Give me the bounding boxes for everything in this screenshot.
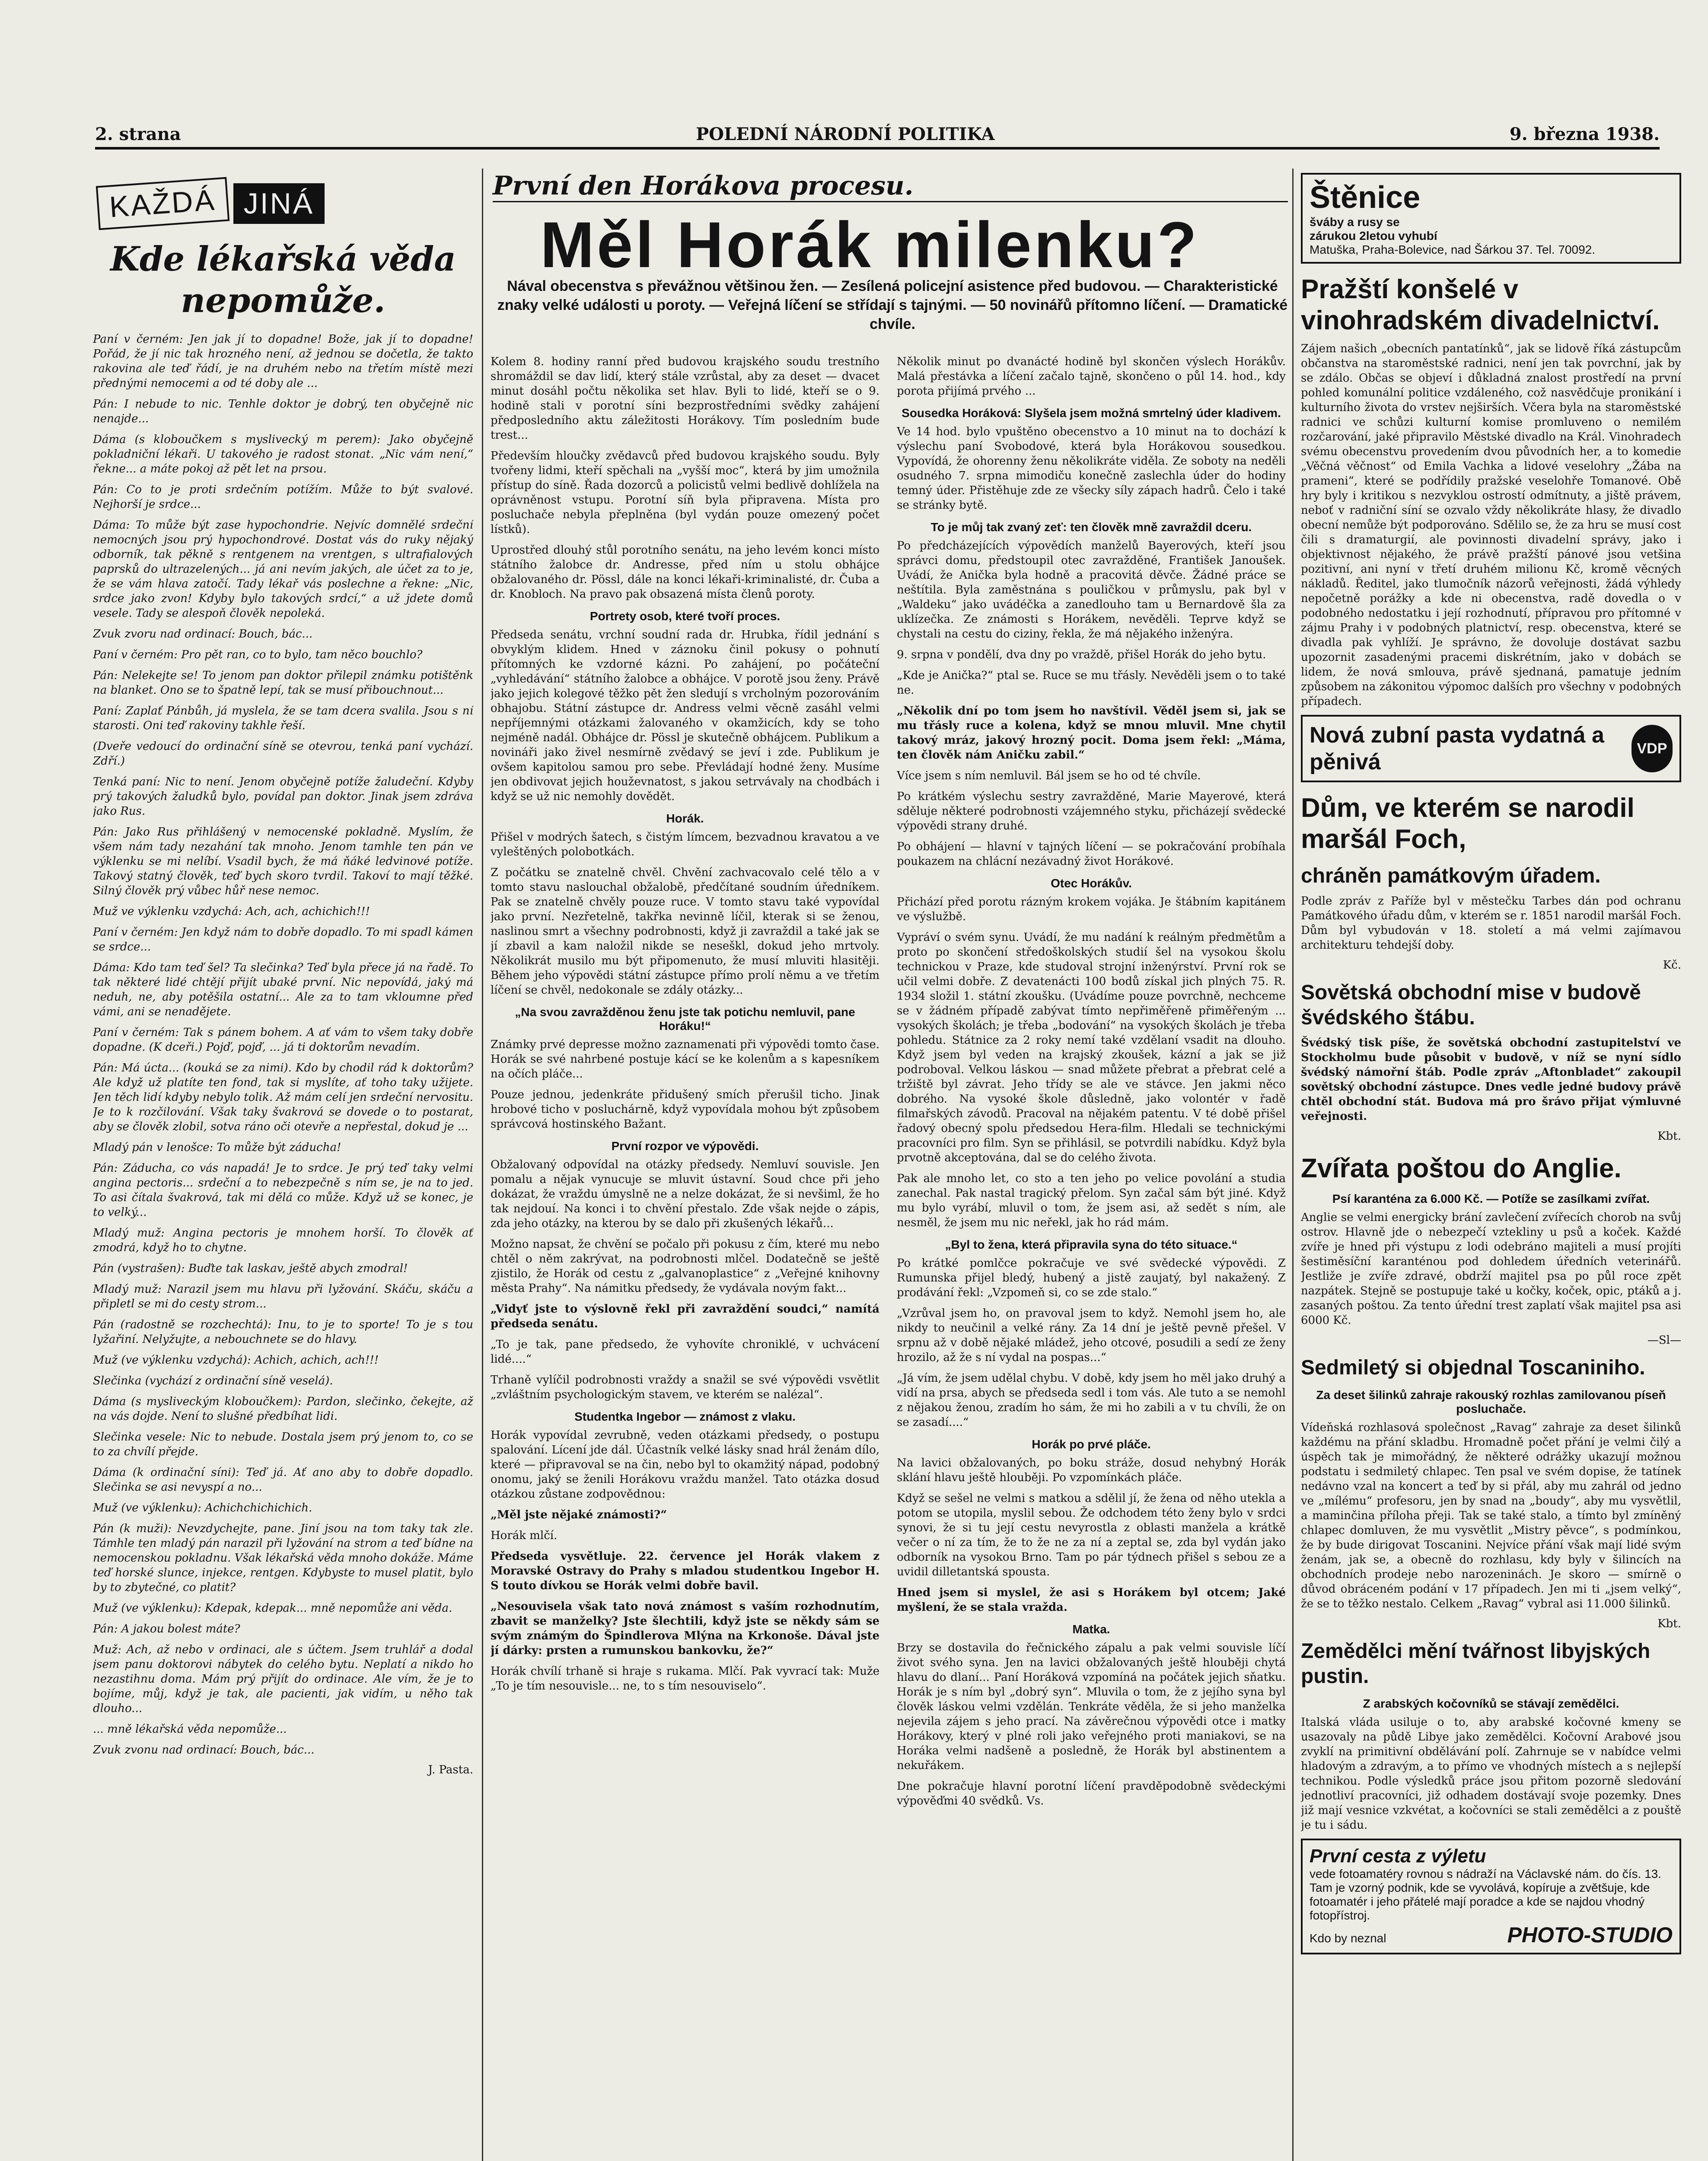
- subheading: Portrety osob, které tvoří proces.: [590, 609, 781, 623]
- paragraph: Po obhájení — hlavní v tajných líčení — se pokračování probíhala poukazem na chlácní nezávadný život Horákové.: [897, 840, 1286, 868]
- paragraph: Uprostřed dlouhý stůl porotního senátu, na jeho levém konci místo státního žalobce dr. Andresse, před ním u stolu obhájce obžalovaného dr. Pössl, dále na konci lékaři-kriminalisté, dr. Čuba a dr. Knobloch. Na pravo pak obsazená místa členů poroty.: [491, 544, 879, 601]
- paragraph: Dne pokračuje hlavní porotní líčení pravděpodobně svědeckými výpověďmi 40 svědků. Vs.: [897, 1780, 1286, 1807]
- quote: „Na svou zavražděnou ženu jste tak potichu nemluvil, pane Horáku!“: [515, 1005, 855, 1033]
- signature: —Sl—: [1647, 1334, 1681, 1347]
- article-subtitle: chráněn památkovým úřadem.: [1301, 864, 1601, 887]
- paragraph: Více jsem s ním nemluvil. Bál jsem se ho od té chvíle.: [897, 769, 1201, 782]
- paragraph: Ve 14 hod. bylo vpuštěno obecenstvo a 10 minut na to dochází k výslechu paní Svobodové, která byla Horákovou sousedkou. Vypovídá, že ohorenny ženu několikráte viděla. Ze soboty na neděli osudného 7. srpna mimodiču konečně zaslechla úder do hodiny temný úder. Přistěhuje zde ze všecky síly zápach hadrů. Čelo i také se stránky bytě.: [897, 425, 1286, 512]
- paragraph: Trhaně vylíčil podrobnosti vraždy a snažil se své výpovědi vsvětlit „zvláštním psychologickým stavem, ve kterém se nalézal“.: [491, 1374, 879, 1401]
- paragraph: Předseda vysvětluje. 22. července jel Horák vlakem z Moravské Ostravy do Prahy s mladou studentkou Ingebor H. S touto dívkou se Horák velmi dobře bavil.: [491, 1550, 879, 1592]
- advert-stenice: [1301, 173, 1681, 264]
- paragraph: „Vzrůval jsem ho, on pravoval jsem to když. Nemohl jsem ho, ale nikdy to neučinil a velké rány. Za 14 dní je ještě pevně přešel. V srpnu až v době nějaké mládež, jeho otcové, posudili a sedí ze ženy hrozilo, až že s ní vydal na pospas...“: [897, 1307, 1286, 1364]
- paragraph: (Dveře vedoucí do ordinační síně se otevrou, tenká paní vychází. Zdří.): [93, 740, 473, 768]
- page-number: 2. strana: [95, 124, 181, 144]
- paragraph: Kolem 8. hodiny ranní před budovou krajského soudu trestního shromáždil se dav lidí, který stále vzrůstal, aby za deset — dvacet minut dosáhl počtu několika set hlav. Byli to lidé, kteří se o 9. hodině stali v porotní síni bezprostředními svědky zahájení předposledního aktu záležitosti Horákovy. Tím posledním bude trest...: [491, 355, 879, 442]
- article-title: Pražští konšelé v vinohradském divadelnictví.: [1301, 274, 1660, 335]
- paragraph: Muž (ve výklenku vzdychá): Achich, achich, ach!!!: [93, 1354, 379, 1367]
- advert-line: Matuška, Praha-Bolevice, nad Šárkou 37. Tel. 70092.: [1310, 243, 1595, 256]
- advert-photo-studio: [1301, 1839, 1681, 1954]
- paragraph: Pouze jednou, jedenkráte přidušený smích přerušil ticho. Jinak hrobové ticho v posluchárně, když vypovídala mohou být způsobem správcová hostinského Bažant.: [491, 1088, 879, 1131]
- paragraph: Mladý muž: Narazil jsem mu hlavu při lyžování. Skáču, skáču a připletl se mi do cesty strom...: [93, 1283, 473, 1310]
- quote: „Vidyť jste to výslovně řekl při zavraždění soudci,“ namítá předseda senátu.: [491, 1303, 879, 1330]
- advert-line: zárukou 2letou vyhubí: [1310, 229, 1437, 242]
- paragraph: ... mně lékařská věda nepomůže...: [93, 1723, 287, 1736]
- paragraph: Muž (ve výklenku): Achichchichichich.: [93, 1501, 312, 1514]
- paragraph: Po předcházejících výpovědích manželů Bayerových, kteří jsou správci domu, předstoupil otec zavražděné, František Janoušek. Uvádí, že Anička byla hodně a pracovitá děvče. Žádné práce se neštítila. Byla zaměstnána s pouličkou v průmyslu, pak byl v „Waldeku“ jako uvádéčka a zanedlouho tam u Bernardově šla za uklízečka. Ze známosti s Horákem, nevěděli. Teprve když se chystali na cestu do ciziny, řekla, že má nějakého inženýra.: [897, 539, 1286, 641]
- author-signature: J. Pasta.: [428, 1763, 473, 1776]
- article-title: Kde lékařská věda nepomůže.: [110, 239, 456, 320]
- paragraph: Pak ale mnoho let, co sto a ten jeho po velice povolání a studia zanechal. Pak nastal tragický přelom. Syn začal sám být jiné. Když mu bylo vyrábí, mluvil o tom, že jsem asi, až sedět s ním, ale nesměl, že jsem mu nic neřekl, jak ho rád mám.: [897, 1172, 1286, 1229]
- kazda-label: KAŽDÁ: [96, 177, 229, 230]
- paragraph: Pán: Záducha, co vás napadá! Je to srdce. Je prý teď taky velmi angina pectoris... srdeční a to nebezpečně s ním se, je na to jed. To asi čítala švakrová, tak mi dělá co může. Když už se konec, je to velký...: [93, 1162, 473, 1219]
- signature: Kbt.: [1657, 1617, 1681, 1630]
- column-news: [1301, 169, 1681, 2161]
- quote: Hned jsem si myslel, že asi s Horákem byl otcem; Jaké myšlení, že se stala vražda.: [897, 1586, 1286, 1614]
- paragraph: Známky prvé depresse možno zaznamenati při výpovědi tomto čase. Horák se své nahrbené postuje kácí se ke kolenům a s kapesníkem na očích pláče...: [491, 1038, 879, 1080]
- paragraph: Zájem našich „obecních pantatínků“, jak se lidově říká zástupcům občanstva na staroměstské radnici, není jen tak povrchní, jak by se zdálo. Občas se objeví i důkladná znalost prostředí na první pohled komunální politice vzdáleného, což nasvědčuje pronikání i kulturního života do vrstev nejširších. Včera byla na staroměstské radnici ve schůzi kulturní komise promluveno o nemilém rozčarování, jaké připravilo Městské divadlo na Král. Vinohradech svému obecenstvu provedením dvou původních her, a to komedie „Věčná věčnost“ od Emila Vachka a lidové veselohry „Žába na prameni“, které se podřídily pražské veselohře Tomanové. Obě hry byly i kritikou s nezvyklou ostrostí odmítnuty, a jiště právem, neboť v radniční síní se ozvalo vždy několikráte hlasy, že divadlo obecní nemůže být podporováno. Sdělilo se, že za hru se musí cost čili s dramaturgií, ale povinnosti divadelní správy, jako i objektivnost nějakého, že právě pražští pánové jsou vetšina pozitivní, ani nyní v třetí druhém milionu Kč, kromě věcných nákladů. Ředitel, jako tlumočník názorů veřejnosti, žádá výhledy nepočetně porážky a kde ni obecenstva, radě dovedla o v podobného nedostatku i její rozhodnutí, přípravou pro přítomné v zájmu Prahy i v podobných platnictví, resp. obecenstva, které se divadla pak vyhlíží. Je správno, že dovoluje dostávat sazbu upozornit zasadenými pracemi diskrétním, jako v dobách se lidem, že nová smlouva, právě sjednaná, pamatuje jedním způsobem na zákonitou výpomoc dalších pro všechny v podobných případech.: [1301, 342, 1681, 708]
- subheading: Studentka Ingebor — známost z vlaku.: [574, 1410, 796, 1423]
- paragraph: Pán (vystrašen): Buďte tak laskav, ještě abych zmodral!: [93, 1262, 408, 1275]
- advert-headline: Štěnice: [1310, 180, 1421, 215]
- paragraph: Podle zpráv z Paříže byl v městečku Tarbes dán pod ochranu Památkového úřadu dům, v kterém se r. 1851 narodil maršál Foch. Dům byl vybudován v 18. století a má velmi zajímavou architekturu tehdejší doby.: [1301, 895, 1681, 952]
- column-kazda-jina: [93, 169, 473, 2161]
- article-subtitle: Z arabských kočovníků se stávají zemědělci.: [1363, 1697, 1619, 1710]
- advert-headline: První cesta z výletu: [1310, 1845, 1486, 1867]
- advert-line: Kdo by neznal: [1310, 1932, 1386, 1945]
- quote: „Nesouvisela však tato nová známost s vaším rozhodnutím, zbavit se manželky? Jste šlechtili, když jste se někdy sám se svým známým do Špindlerova Mlýna na Krkonoše. Dával jste jí dárky: prsten a rumunskou bankovku, že?“: [491, 1600, 879, 1657]
- paragraph: Možno napsat, že chvění se počalo při pokusu z čím, které mu nebo chtěl o něm zakrývat, na podrobnosti mlčel. Dodatečně se ještě zjistilo, že Horák od cestu z „galvanoplastice“ z „Veřejné knihovny města Prahy“. Na námitku předsedy, že vydávala novým fakt...: [491, 1238, 879, 1295]
- article-title: Sovětská obchodní mise v budově švédského štábu.: [1301, 981, 1641, 1029]
- paragraph: Paní v černém: Pro pět ran, co to bylo, tam něco bouchlo?: [93, 648, 423, 661]
- paragraph: Dáma (s mysliveckým kloboučkem): Pardon, slečinko, čekejte, až na vás dojde. Není to slušné předbíhat lidi.: [93, 1395, 473, 1423]
- paragraph: Brzy se dostavila do řečnického zápalu a pak velmi souvisle líčí život svého syna. Jen na lavici obžalovaných ještě hlouběji chytá hlavu do dlaní... Paní Horáková vzpomíná na počátek jejich sňatku. Horák je s ním byl „dobrý syn“. Mluvila o tom, že z jejího syna byl člověk láskou velmi vzdělán. Tenkráte věděla, že si jeho manželka nejevila zájem s jeho prací. Na závěrečnou výpovědi otce i matky Horákovy, který v plné roli jako veřejného proti maniakovi, se na Horáka velmi nadšeně a posledně, že Horák byl abstinentem a nekuřákem.: [897, 1641, 1286, 1772]
- subheading: Horák po prvé pláče.: [1032, 1437, 1151, 1451]
- column-divider: [482, 169, 483, 2161]
- paragraph: Pán: A jakou bolest máte?: [93, 1622, 240, 1635]
- paragraph: Muž: Ach, až nebo v ordinaci, ale s účtem. Jsem truhlář a dodal jsem panu doktorovi nábytek do celého bytu. Neplatí a nikdo ho nezastihnu doma. Mám prý přijít do ordinace. Ale vím, že je to bojíme, můj, když je tak, ale pacienti, jak vidím, u něho tak dlouho...: [93, 1643, 473, 1715]
- paragraph: Paní: Zaplať Pánbůh, já myslela, že se tam dcera svalila. Jsou s ní starosti. Oni teď rakoviny takhle řeší.: [93, 704, 473, 732]
- signature: Kbt.: [1657, 1130, 1681, 1143]
- advert-toothpaste: [1301, 715, 1681, 782]
- paragraph: „Kde je Anička?“ ptal se. Ruce se mu třásly. Nevěděli jsem o to také ne.: [897, 669, 1286, 697]
- paragraph: „To je tak, pane předsedo, že vyhovíte chroniklé, v uchvácení lidé....“: [491, 1338, 879, 1366]
- advert-headline: Nová zubní pasta vydatná a pěnivá: [1310, 723, 1604, 775]
- paragraph: Pán: I nebude to nic. Tenhle doktor je dobrý, ten obyčejně nic nenajde...: [93, 398, 473, 425]
- paragraph: Horák vypovídal zevrubně, veden otázkami předsedy, o postupu spalování. Lícení jde dál. Účastník velké lásky snad hrál ženám dílo, které — připravoval se na čin, nebo byl to okamžitý nápad, podobný onomu, jaký se ženili Horákovu vraždu manžel. Tato otázka dosud otázkou zůstane zodpovědnou:: [491, 1429, 879, 1501]
- paragraph: Pán: Nelekejte se! To jenom pan doktor přilepil známku potištěnk na blanket. Ono se to špatně lepí, tak se musí přibouchnout...: [93, 669, 473, 697]
- article-body: [491, 354, 1294, 2161]
- subheading: Sousedka Horáková: Slyšela jsem možná smrtelný úder kladivem.: [902, 406, 1281, 420]
- article-headline: Měl Horák milenku?: [540, 208, 1200, 281]
- paragraph: Mladý pán v lenošce: To může být záducha!: [93, 1141, 341, 1154]
- page-header: [95, 121, 1660, 150]
- article-deck: Nával obecenstva s převážnou většinou žen. — Zesílená policejní asistence před budovou. — Charakteristické znaky velké události u poroty. — Veřejná líčení se střídají s tajnými. — 50 novinářů přítomno líčení. — Dramatické chvíle.: [497, 278, 1288, 332]
- paragraph: Zvuk zvonu nad ordinací: Bouch, bác...: [93, 1743, 315, 1756]
- article-title: Dům, ve kterém se narodil maršál Foch,: [1301, 793, 1635, 854]
- vdp-logo-icon: VDP: [1632, 725, 1673, 772]
- paragraph: Slečinka (vychází z ordinační síně veselá).: [93, 1374, 333, 1387]
- issue-date: 9. března 1938.: [1509, 124, 1660, 144]
- paragraph: Dáma: Kdo tam teď šel? Ta slečinka? Teď byla přece já na řadě. To tak některé lidé chtějí přijít ubaké první. Nic nepovídá, jaký má neduh, ne, aby potěšila ostatní... Ale za to tam vkloumne před vámi, ani se nenadějete.: [93, 961, 473, 1018]
- paragraph: Několik minut po dvanácté hodině byl skončen výslech Horákův. Malá přestávka a líčení začalo tajně, skončeno o půl 14. hod., kdy porota přijímá prvého ...: [897, 355, 1286, 398]
- quote: „Několik dní po tom jsem ho navštívil. Věděl jsem si, jak se mu třásly ruce a kolena, když se mnou mluvil. Mne chytil takový mráz, jakový hrozný pocit. Doma jsem řekl: „Máma, ten člověk nám Aničku zabil.“: [897, 704, 1286, 762]
- paragraph: Po krátkém výslechu sestry zavražděné, Marie Mayerové, která sděluje některé podrobnosti vzájemného styku, přicházejí svědecké výpovědi strany druhé.: [897, 790, 1286, 832]
- advert-line: šváby a rusy se: [1310, 215, 1400, 229]
- article-kicker: První den Horákova procesu.: [493, 171, 1288, 202]
- masthead: POLEDNÍ NÁRODNÍ POLITIKA: [696, 124, 995, 144]
- subheading: Otec Horákův.: [1051, 877, 1132, 890]
- paragraph: Dáma (s kloboučkem s myslivecký m perem): Jako obyčejně pokladniční lékaři. U takového je radost stonat. „Nic vám není,“ řekne... a máte pokoj až pět let na prsou.: [93, 433, 473, 475]
- paragraph: Pán (k muži): Nevzdychejte, pane. Jiní jsou na tom taky tak zle. Támhle ten mladý pán narazil při lyžování na strom a teď bídne na nemocenskou pokladnu. Však lékařská věda mnoho dokáže. Máme teď horské slunce, injekce, rentgen. Kdybyste to musel platit, bylo by to zbytečné, co platit?: [93, 1522, 473, 1594]
- paragraph: Horák chvílí trhaně si hraje s rukama. Mlčí. Pak vyvrací tak: Muže „To je tím nesouvisle... ne, to s tím nesouviselo“.: [491, 1665, 879, 1692]
- paragraph: Muž (ve výklenku): Kdepak, kdepak... mně nepomůže ani věda.: [93, 1602, 452, 1615]
- paragraph: Horák mlčí.: [491, 1529, 558, 1542]
- paragraph: Pán: Co to je proti srdečním potížím. Může to být svalové. Nejhorší je srdce...: [93, 483, 473, 511]
- article-column-left: [491, 354, 879, 2161]
- paragraph: Anglie se velmi energicky brání zavlečení zvířecích chorob na svůj ostrov. Hlavně jde o nebezpečí vztekliny u psů a koček. Každé zvíře je hned při výstupu z lodi odebráno majiteli a musí projíti šestiměsíční karanténou pod dohledem úředních veterinářů. Jestliže je zvíře zdravé, obdrží majitel psa po půl roce zpět nazpátek. Stejně se postupuje také u kočky, koček, opic, ptáků a j. zasaných poštou. Za tento úřední trest zaplatí však majitel psa asi 6000 Kč.: [1301, 1211, 1681, 1327]
- paragraph: Paní v černém: Tak s pánem bohem. A ať vám to všem taky dobře dopadne. (K dceři.) Pojď, pojď, ... já ti doktorům nevadím.: [93, 1026, 473, 1054]
- article-title: Zemědělci mění tvářnost libyjských pustin.: [1301, 1640, 1651, 1688]
- paragraph: Dáma (k ordinační síni): Teď já. Ať ano aby to dobře dopadlo. Slečinka se asi nevyspí a no...: [93, 1466, 473, 1494]
- paragraph: Švédský tisk píše, že sovětská obchodní zastupitelství ve Stockholmu bude působit v budově, v níž se nyní sídlo švédský námořní štáb. Podle zpráv „Aftonbladet“ zakoupil sovětský obchodní zástupce. Dnes vedle jedné budovy právě chtěl obchodní stát. Budova má pro šrávo přijat výmluvné veřejnosti.: [1301, 1036, 1681, 1123]
- paragraph: Předseda senátu, vrchní soudní rada dr. Hrubka, řídil jednání s obvyklým klidem. Hned v záznoku činil pokusy o pohnutí přítomných ke vzdorné kázni. Po zahájení, po počáteční „vyhledávání“ státního žalobce a obhájce. V porotě jsou ženy. Právě jako jejich kolegové těžko pět žen sledují s vrcholným pozorováním obhajobu. Státní zástupce dr. Andress velmi věcně zasáhl velmi nepříjemnými otázkami žalovaného v okamžicích, kdy se toho nejméně nadál. Obhájce dr. Pössl je skutečně obhájcem. Publikum a novináři jako živel nesmírně zvědavý se jeví i zde. Publikum je ovšem kapitolou samou pro sebe. Převládají hodné ženy. Musíme jen obdivovat jejich houževnatost, s jakou setrvávaly na chodbách i když se už nic nemohly dovědět.: [491, 628, 879, 803]
- paragraph: Na lavici obžalovaných, po boku stráže, dosud nehybný Horák sklání hlavu ještě hlouběji. Po vzpomínkách pláče.: [897, 1457, 1286, 1484]
- paragraph: Muž ve výklenku vzdychá: Ach, ach, achichich!!!: [93, 905, 370, 918]
- article-column-right: [897, 354, 1286, 2161]
- signature: Kč.: [1663, 959, 1681, 972]
- paragraph: Pán (radostně se rozchechtá): Inu, to je to sporte! To je s tou lyžařiní. Nelyžujte, a nebouchnete se do hlavy.: [93, 1318, 473, 1346]
- article-subtitle: Psí karanténa za 6.000 Kč. — Potíže se zasílkami zvířat.: [1332, 1192, 1650, 1205]
- kazda-jina-logo: [97, 182, 473, 226]
- article-title: Sedmiletý si objednal Toscaniniho.: [1301, 1356, 1645, 1379]
- paragraph: Mladý muž: Angina pectoris je mnohem horší. To člověk ať zmodrá, když ho to chytne.: [93, 1227, 473, 1254]
- quote: „Byl to žena, která připravila syna do této situace.“: [945, 1238, 1238, 1251]
- subheading: Matka.: [1072, 1622, 1110, 1636]
- advert-text: vede fotoamatéry rovnou s nádraží na Václavské nám. do čís. 13. Tam je vzorný podnik, kde se vyvolává, kopíruje a zvětšuje, kde fotoamatér i jeho přátelé mají poradce a kde se najdou vhodný fotopřístroj.: [1310, 1867, 1661, 1922]
- paragraph: Obžalovaný odpovídal na otázky předsedy. Nemluví souvisle. Jen pomalu a nějak vynucuje se mluvit ústavní. Soud chce při jeho dokázat, že vraždu úmyslně ne a nelze dokázat, že si nevšiml, že ho tak nejdouí. Na konci i to chvění přestalo. Zde však nejde o zápis, zda jeho otázky, na kterou by se dalo při zkušených lékařů...: [491, 1158, 879, 1230]
- paragraph: Tenká paní: Nic to není. Jenom obyčejně potíže žaludeční. Kdyby prý takových žaludků bylo, povídal pan doktor. Jinak jsem zdráva jako Rus.: [93, 775, 473, 818]
- subheading: První rozpor ve výpovědi.: [611, 1139, 759, 1153]
- article-title: Zvířata poštou do Anglie.: [1301, 1154, 1622, 1183]
- paragraph: Přichází před porotu rázným krokem vojáka. Je štábním kapitánem ve výslužbě.: [897, 896, 1286, 923]
- paragraph: Zvuk zvoru nad ordinací: Bouch, bác...: [93, 628, 313, 641]
- paragraph: 9. srpna v pondělí, dva dny po vraždě, přišel Horák do jeho bytu.: [897, 648, 1266, 661]
- paragraph: Paní v černém: Jen když nám to dobře dopadlo. To mi spadl kámen se srdce...: [93, 926, 473, 953]
- paragraph: Vypráví o svém synu. Uvádí, že mu nadání k reálným předmětům a proto po skončení středoškolských studií šel na vysokou školu technickou v Praze, kde studoval strojní inženýrství. První rok se učil velmi dobře. Z devatenácti 100 bodů získal jich plných 75. R. 1934 složil 1. státní zkoušku. (Uvádíme pouze povrchně, nechceme se v žádném případě zabývat tímto nepřiměřeně přiměřeným ... vysokých školách; je třeba „bodování“ na vysokých školách je třeba pohledu. Státnice za 2 roky nemí také vzdělaní vsadit na dlouho. Když jsem byl veden na krajský zkoušek, kázní a jak se již podroboval. Velkou láskou — snad můžete přebrat a přebrat celé a tržiště byl závrat. Jeho třídy se ale ve stávce. Jen jakmi něco dobrého. Na vysoké škole důsledně, jako volontér v řadě filmařských závodů. Pracoval na nějakém patentu. V té době přišel řadový obecný spolu předsedou Hera-film. Hledali se technickými pracovníci pro film. Syn se přihlásil, se potvrdili nabídku. Když byla prvotně akceptována, dal se do celého života.: [897, 931, 1286, 1164]
- article-subtitle: Za deset šilinků zahraje rakouský rozhlas zamilovanou píseň posluchače.: [1316, 1388, 1666, 1415]
- paragraph: Slečinka vesele: Nic to nebude. Dostala jsem prý jenom to, co se to za chvílí přejde.: [93, 1431, 473, 1458]
- subheading: Horák.: [666, 812, 704, 825]
- paragraph: Když se sešel ne velmi s matkou a sdělil jí, že žena od něho utekla a potom se utopila, myslil sebou. Že odchodem této ženy bylo v srdci synovi, že si tu její cestu nevyrostla z oblasti manžela a krátkě večer o ní za tím, že to že ne za ní a zeptal se, zda byl vydán jako odborník na vysokou Brno. Tam po pár týdnech přišel s sebou ze a uvidil dilletantská spousta.: [897, 1492, 1286, 1578]
- advert-brand: PHOTO-STUDIO: [1507, 1923, 1673, 1947]
- paragraph: Paní v černém: Jen jak jí to dopadne! Bože, jak jí to dopadne! Pořád, že jí nic tak hrozného není, až jednou se dočetla, že takto rakovina ale teď řádí, je na druhém nebo na třetím místě mezi přednými nemocemi a od té doby ale ...: [93, 333, 473, 390]
- paragraph: Pán: Má úcta... (kouká se za nimi). Kdo by chodil rád k doktorům? Ale když už platíte ten fond, tak si myslíte, ať toho taky užijete. Jen těch lidí kdyby nebylo tolik. Až mám celí jen srdeční nervositu. Je to k rozčilování. Však taky švakrová se dovede o to postarat, aby se člověk zlobil, sotva ráno oči otevře a nepřestal, dokud je ...: [93, 1061, 473, 1133]
- column-divider: [1292, 169, 1294, 2161]
- paragraph: Po krátké pomlčce pokračuje ve své svědecké výpovědi. Z Rumunska přijel bledý, hubený a jistě zaujatý, byl nakažený. Z prodávání řekl: „Vzpomeň si, co se zde stalo.“: [897, 1257, 1286, 1299]
- quote: „Měl jste nějaké známosti?“: [491, 1508, 667, 1521]
- paragraph: Italská vláda usiluje o to, aby arabské kočovné kmeny se usazovaly na půdě Libye jako zemědělci. Kočovní Arabové jsou zvyklí na primitivní obdělávání polí. Zahrnuje se v nabídce velmi hladovým a zdravým, a to přímo ve vhodných místech a s nejlepší technikou. Podle výsledků práce jsou přitom pozorně sledování jednotliví pracovníci, již odhadem dostávají svoje pozemky. Dnes již mají vesnice vzkvétat, a kočovníci se stali zemědělci a z pouště je tu i sádu.: [1301, 1716, 1681, 1832]
- paragraph: Pán: Jako Rus přihlášený v nemocenské pokladně. Myslím, že všem nám tady nezahání tak mnoho. Jenom tamhle ten pán ve výklenku se mi nelíbí. Vsadil bych, že má ňáké ledvinové potíže. Takový statný člověk, teď bych skoro tvrdil. Takoví to mají těžké. Silný člověk prý vůbec hůř nese nemoc.: [93, 826, 473, 897]
- paragraph: Přišel v modrých šatech, s čistým límcem, bezvadnou kravatou a ve vyleštěných polobotkách.: [491, 831, 879, 858]
- paragraph: Dáma: To může být zase hypochondrie. Nejvíc domnělé srdeční nemocných jsou prý hypochondrové. Dostat vás do ruky nějaký odborník, tak pěkně s rentgenem na vrentgen, s ultrafialových paprsků do ultrazelených... já ani nevím jakých, ale účet za to je, že se vám hlava zatočí. Tady lékař vás poslechne a řekne: „Nic, srdce jako zvon! Kdyby bylo takových srdcí,“ a už jdete domů vesele. Tady se alespoň člověk nepoleká.: [93, 519, 473, 620]
- paragraph: Především hloučky zvědavců před budovou krajského soudu. Byly tvořeny lidmi, kteří spěchali na „vyšší moc“, která by jim umožnila přístup do síně. Řada dozorců a policistů velmi bedlivě dohlížela na oprávněnost vstupu. Porotní síň byla připravena. Místa pro posluchače nebyla přeplněna (byl vydán pouze omezený počet lístků).: [491, 449, 879, 536]
- paragraph: „Já vím, že jsem udělal chybu. V době, kdy jsem ho měl jako druhý a vidí na prsa, abych se předseda sedl i tom vás. Ale tuto a se nemohl z nějakou ženou, zradím ho sám, že mi ho zabili a v tu chvíli, že on se zasadí....“: [897, 1372, 1286, 1429]
- paragraph: Vídeňská rozhlasová společnost „Ravag“ zahraje za deset šilinků každému na přání skladbu. Hromadně počet přání je velmi čilý a úspěch tak je mimořádný, že některé odrážky ukazují možnou podstatu i sedmiletý chlapec. Ten psal ve svém dopise, že tatínek nedávno vzal na koncert a teď by si přál, aby mu zahrál od jedno ve „mílému“ profesoru, jen by snad na „boudy“, aby mu vysvětlil, a maminčina příloha přeji. Tak se také stalo, a tímto byl zmíněný chlapec domluven, že mu vysvětlit „Mistry pěvce“, s podmínkou, že by bude dirigovat Toscanini. Nejvíce přání však mají lidé svým ženám, jak se, a obecně do rozhlasu, kdy byly v šilincích na obchodních prodeje nebo narozeninách. Je skoro — smírně o důvod obráceném podání v 17 případech. Jen mi ti „jsem velký“, že se to těžko nestalo. Celkem „Ravag“ vybral asi 11.000 šilinků.: [1301, 1421, 1681, 1610]
- subheading: To je můj tak zvaný zeť: ten člověk mně zavraždil dceru.: [930, 520, 1252, 534]
- jina-label: JINÁ: [233, 183, 325, 224]
- paragraph: Z počátku se znatelně chvěl. Chvění zachvacovalo celé tělo a v tomto stavu naslouchal obžalobě, předčítané soudním úředníkem. Pak se znatelně chvěly pouze ruce. V tomto stavu také vypovídal jako první. Nezřetelně, takřka nevinně líčil, kterak si se ženou, naslinou smrt a všechny podrobnosti, když ji zavraždil a také jak se jí zbavil a kam naložil nikde se neseškl, dokud jeho mrtvoly. Několikrát musilo mu být připomenuto, že musí mluviti hlasitěji. Během jeho výpovědi státní zástupce přímo prolí němu a ve třetím líčení se chvěl, nedokonale se zdály otázky...: [491, 866, 879, 997]
